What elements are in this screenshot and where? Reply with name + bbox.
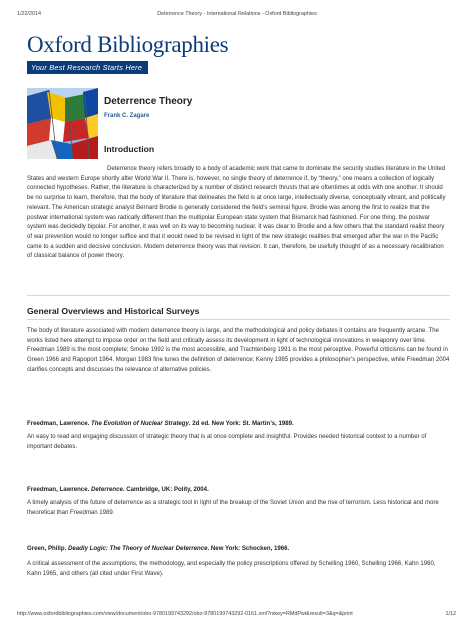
- citation-annotation: An easy to read and engaging discussion of strategic theory that is at once complete and insightful. Provides needed historical context to a number of important debates.: [27, 434, 427, 450]
- citation-work-title: Deterrence: [91, 486, 123, 493]
- citation-entry[interactable]: [27, 545, 289, 552]
- citation-annotation: A critical assessment of the assumptions, the methodology, and especially the policy prescriptions offered by Schelling 1960, Schelling 1966, Kahn 1960, Kahn 1965, and others (all cited under First Wave).: [27, 561, 436, 577]
- article-author-link[interactable]: Frank C. Zagare: [104, 113, 150, 119]
- introduction-heading: Introduction: [104, 144, 155, 154]
- print-date: 1/22/2014: [17, 11, 41, 17]
- citation-author: Freedman, Lawrence.: [27, 420, 92, 427]
- oxford-bibliographies-logo[interactable]: [27, 33, 228, 75]
- print-url: http://www.oxfordbibliographies.com/view/document/obo-9780199743292/obo-9780199743292-0161.xml?rskey=RMdPwi&result=3&q=&print: [17, 611, 353, 617]
- citation-entry[interactable]: [27, 420, 294, 427]
- overview-text: The body of literature associated with modern deterrence theory is large, and the methodological and policy debates it contains are frequently arcane. The works listed here attempt to impose order on the field and critically assess its development in light of technological innovations in weaponry over time. Freedman 1989 is the most complete; Smoke 1992 is the most accessible, and Trachtenberg 1991 is the most perceptive. Powerful criticisms can be found in Green 1966 and Rapoport 1964. Morgan 1983 fine tunes the definition of deterrence; Kenny 1985 provides a philosopher’s perspective, while Freedman 2004 clarifies concepts and discusses the relevance of alternative policies.: [27, 328, 450, 373]
- citation-publication: . Cambridge, UK: Polity, 2004.: [122, 486, 209, 493]
- page-number: 1/12: [445, 611, 456, 617]
- section-divider: [27, 319, 450, 320]
- citation-publication: . 2d ed. New York: St. Martin’s, 1989.: [188, 420, 294, 427]
- brand-name: Oxford Bibliographies: [27, 32, 229, 57]
- section-divider: [27, 295, 450, 296]
- introduction-text: Deterrence theory refers broadly to a body of academic work that came to dominate the security studies literature in the United States and western Europe shortly after World War II. There is, however, no single theory of deterrence if, by “theory,” one means a collection of logically connected hypotheses. Rather, the literature is characterized by a number of distinct research thrusts that are oftentimes at odds with one another. It should be no surprise to learn, therefore, that the body of literature that delineates the field is at once large, intellectually diverse, conceptually vibrant, and politically relevant. The American strategic analyst Bernard Brodie is generally considered the field’s seminal figure. Brodie was among the first to realize that the postwar international system was radically different than the multipolar European state system that Bismarck had fashioned. For one thing, the postwar system was decidedly bipolar. For another, it was well on its way to becoming nuclear. It was clear to Brodie and a few others that the standard realist theory of war prevention would no longer suffice and that it would need to be revised in light of the new strategic realities that emerged after the war in the Pacific came to a sudden and decisive conclusion. Modern deterrence theory was that revision. It can, therefore, be usefully thought of as a necessary recalibration of classical balance of power theory.: [27, 166, 446, 260]
- brand-tagline: Your Best Research Starts Here: [27, 61, 148, 74]
- citation-publication: . New York: Schocken, 1966.: [207, 545, 290, 552]
- print-header-title: Deterrence Theory - International Relations - Oxford Bibliographies: [157, 11, 317, 17]
- article-title: Deterrence Theory: [104, 96, 193, 107]
- citation-work-title: The Evolution of Nuclear Strategy: [91, 420, 189, 427]
- citation-author: Freedman, Lawrence.: [27, 486, 92, 493]
- citation-work-title: Deadly Logic: The Theory of Nuclear Deterrence: [67, 545, 208, 552]
- citation-entry[interactable]: [27, 486, 209, 493]
- overview-heading: General Overviews and Historical Surveys: [27, 306, 200, 316]
- citation-annotation: A timely analysis of the future of deterrence as a strategic tool in light of the breakup of the Soviet Union and the rise of terrorism. Less historical and more theoretical than Freedman 1989.: [27, 500, 439, 516]
- flags-photo-graphic: [27, 88, 98, 159]
- citation-author: Green, Philip.: [27, 545, 68, 552]
- flags-photo: [27, 88, 98, 159]
